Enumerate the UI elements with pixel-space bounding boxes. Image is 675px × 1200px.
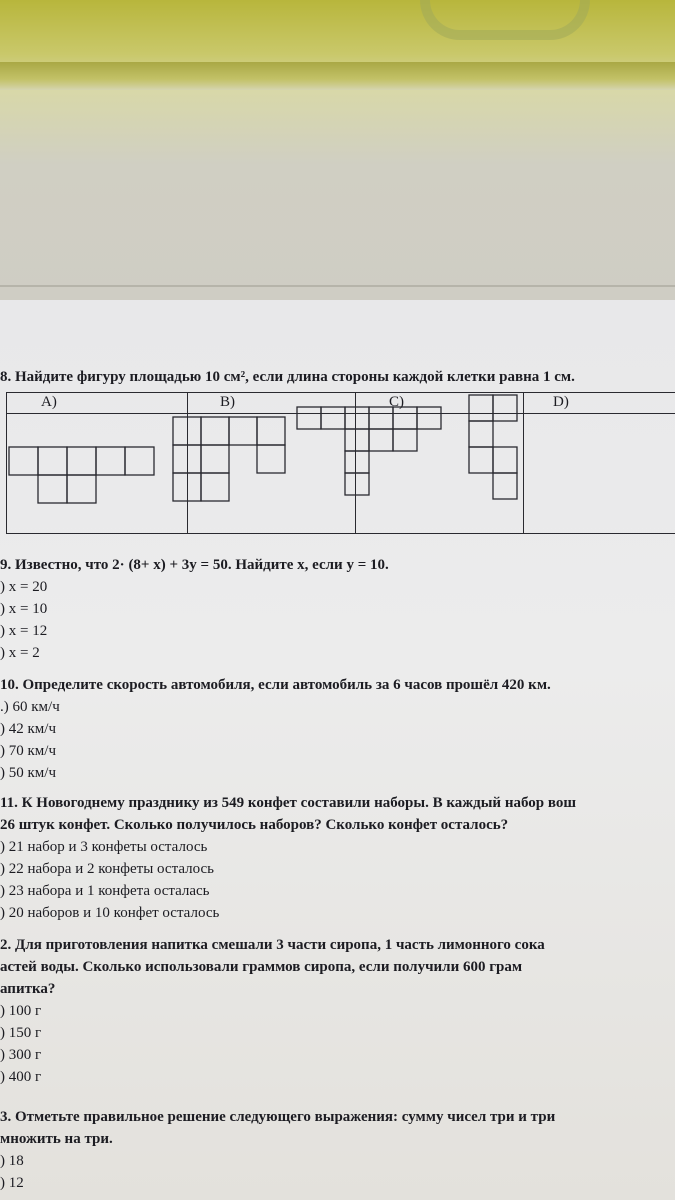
figure-c-grid (295, 405, 455, 505)
question-11 (0, 792, 576, 924)
answer-option[interactable]: ) 300 г (0, 1047, 42, 1063)
figure-label-b: B) (220, 394, 235, 410)
figure-table-divider (523, 393, 524, 533)
question-12-title-line2: астей воды. Сколько использовали граммов сиропа, если получили 600 грам (0, 959, 523, 975)
question-12-title-line1: 2. Для приготовления напитка смешали 3 части сиропа, 1 часть лимонного сока (0, 937, 545, 953)
answer-option[interactable]: ) 400 г (0, 1069, 42, 1085)
answer-option[interactable]: ) 20 наборов и 10 конфет осталось (0, 905, 220, 921)
figure-table-divider (187, 393, 188, 533)
figure-table-header-line (7, 413, 675, 414)
figure-table-divider (355, 393, 356, 533)
answer-option[interactable]: ) x = 20 (0, 579, 48, 595)
answer-option[interactable]: ) 70 км/ч (0, 743, 56, 759)
answer-option[interactable]: ) x = 2 (0, 645, 40, 661)
question-11-title-line1: 11. К Новогоднему празднику из 549 конфет составили наборы. В каждый набор вош (0, 795, 577, 811)
paper-fold-line (0, 285, 675, 287)
sleeve-glare (420, 0, 590, 40)
question-13 (0, 1106, 555, 1194)
figure-b-grid (171, 415, 291, 505)
question-10-title: 10. Определите скорость автомобиля, если автомобиль за 6 часов прошёл 420 км. (0, 677, 551, 693)
question-9 (0, 554, 389, 664)
figure-label-d: D) (553, 394, 569, 410)
question-9-title: 9. Известно, что 2· (8+ x) + 3y = 50. Найдите x, если y = 10. (0, 557, 389, 573)
figure-label-a: A) (41, 394, 57, 410)
figure-a-grid (7, 445, 167, 505)
answer-option[interactable]: ) 150 г (0, 1025, 42, 1041)
answer-option[interactable]: ) 42 км/ч (0, 721, 56, 737)
answer-option[interactable]: ) 50 км/ч (0, 765, 56, 781)
question-12-title-line3: апитка? (0, 981, 56, 997)
answer-option[interactable]: ) x = 10 (0, 601, 48, 617)
question-11-title-line2: 26 штук конфет. Сколько получилось наборов? Сколько конфет осталось? (0, 817, 509, 833)
figure-label-c: C) (389, 394, 404, 410)
figure-table (6, 392, 675, 534)
folder-background (0, 0, 675, 300)
answer-option[interactable]: ) 22 набора и 2 конфеты осталось (0, 861, 214, 877)
figure-d-grid (459, 393, 549, 505)
answer-option[interactable]: ) 23 набора и 1 конфета осталась (0, 883, 210, 899)
question-10 (0, 674, 551, 784)
question-12 (0, 934, 545, 1088)
answer-option[interactable]: ) 21 набор и 3 конфеты осталось (0, 839, 208, 855)
question-8-title: 8. Найдите фигуру площадью 10 см², если длина стороны каждой клетки равна 1 см. (0, 369, 575, 385)
answer-option[interactable]: ) 12 (0, 1175, 24, 1191)
question-8 (0, 366, 575, 388)
plastic-sleeve-edge (0, 62, 675, 90)
answer-option[interactable]: ) 100 г (0, 1003, 42, 1019)
answer-option[interactable]: ) 18 (0, 1153, 24, 1169)
question-13-title-line1: 3. Отметьте правильное решение следующего выражения: сумму чисел три и три (0, 1109, 556, 1125)
answer-option[interactable]: ) x = 12 (0, 623, 48, 639)
question-13-title-line2: множить на три. (0, 1131, 113, 1147)
answer-option[interactable]: .) 60 км/ч (0, 699, 60, 715)
